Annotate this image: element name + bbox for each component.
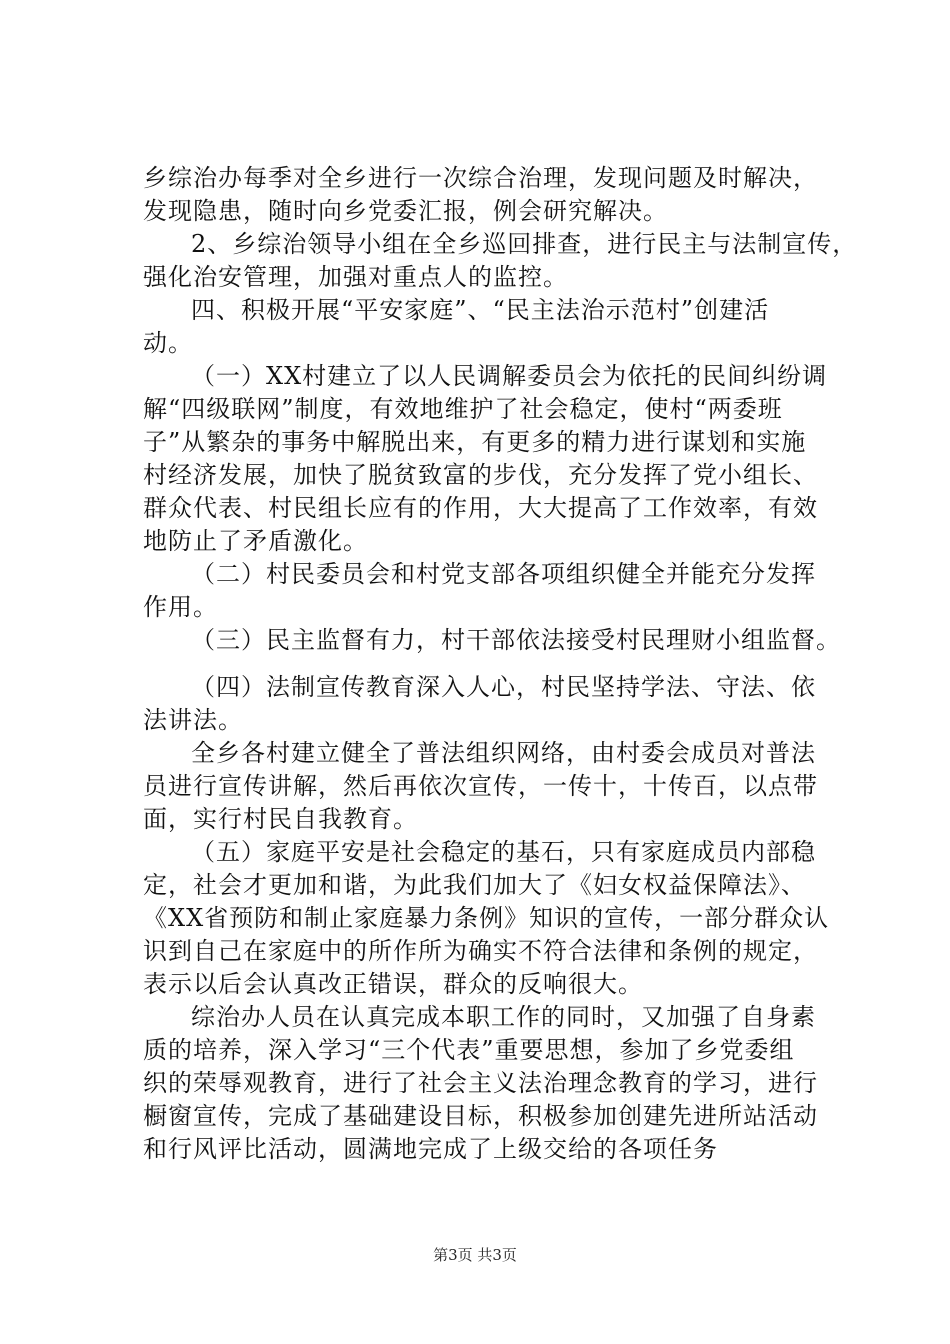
text-line: （三）民主监督有力，村干部依法接受村民理财小组监督。 <box>191 626 841 654</box>
paragraph <box>143 162 843 228</box>
text-line: 解“四级联网”制度，有效地维护了社会稳定，使村“两委班 <box>143 395 783 423</box>
text-line: 村经济发展，加快了脱贫致富的步伐，充分发挥了党小组长、 <box>143 461 818 489</box>
text-line: 动。 <box>143 329 193 357</box>
text-line: 织的荣辱观教育，进行了社会主义法治理念教育的学习，进行 <box>143 1069 818 1097</box>
text-line: 作用。 <box>143 593 218 621</box>
text-line: 橱窗宣传，完成了基础建设目标，积极参加创建先进所站活动 <box>143 1102 818 1130</box>
text-line: 全乡各村建立健全了普法组织网络，由村委会成员对普法 <box>191 739 816 767</box>
text-line: 员进行宣传讲解，然后再依次宣传，一传十，十传百，以点带 <box>143 772 818 800</box>
text-line: 表示以后会认真改正错误，群众的反响很大。 <box>143 970 643 998</box>
text-line: 地防止了矛盾激化。 <box>143 527 368 555</box>
text-line: 群众代表、村民组长应有的作用，大大提高了工作效率，有效 <box>143 494 818 522</box>
text-line: 乡综治办每季对全乡进行一次综合治理，发现问题及时解决， <box>143 164 818 192</box>
paragraph <box>143 294 843 360</box>
text-line: （一）XX村建立了以人民调解委员会为依托的民间纠纷调 <box>191 362 828 390</box>
page-footer: 第3页 共3页 <box>433 1246 517 1264</box>
paragraph <box>143 360 843 558</box>
text-line: 发现隐患，随时向乡党委汇报，例会研究解决。 <box>143 197 668 225</box>
document-body <box>143 162 858 1166</box>
paragraph-gap <box>143 657 843 671</box>
text-line: 四、积极开展“平安家庭”、“民主法治示范村”创建活 <box>191 296 770 324</box>
text-line: （四）法制宣传教育深入人心，村民坚持学法、守法、依 <box>191 673 816 701</box>
text-line: 《XX省预防和制止家庭暴力条例》知识的宣传，一部分群众认 <box>143 904 830 932</box>
paragraph <box>143 671 843 737</box>
text-line: 综治办人员在认真完成本职工作的同时，又加强了自身素 <box>191 1003 816 1031</box>
text-line: 质的培养，深入学习“三个代表”重要思想，参加了乡党委组 <box>143 1036 795 1064</box>
text-line: 和行风评比活动，圆满地完成了上级交给的各项任务 <box>143 1135 718 1163</box>
text-line: （二）村民委员会和村党支部各项组织健全并能充分发挥 <box>191 560 816 588</box>
text-line: 2、乡综治领导小组在全乡巡回排查，进行民主与法制宣传， <box>191 230 858 258</box>
text-line: （五）家庭平安是社会稳定的基石，只有家庭成员内部稳 <box>191 838 816 866</box>
paragraph <box>143 558 843 624</box>
text-line: 法讲法。 <box>143 706 243 734</box>
paragraph <box>143 1001 843 1166</box>
text-line: 强化治安管理，加强对重点人的监控。 <box>143 263 568 291</box>
paragraph <box>143 836 843 1001</box>
text-line: 识到自己在家庭中的所作所为确实不符合法律和条例的规定， <box>143 937 818 965</box>
text-line: 子”从繁杂的事务中解脱出来，有更多的精力进行谋划和实施 <box>143 428 807 456</box>
text-line: 面，实行村民自我教育。 <box>143 805 418 833</box>
text-line: 定，社会才更加和谐，为此我们加大了《妇女权益保障法》、 <box>143 871 806 899</box>
paragraph <box>143 228 858 294</box>
paragraph <box>143 737 843 836</box>
paragraph <box>143 624 843 657</box>
